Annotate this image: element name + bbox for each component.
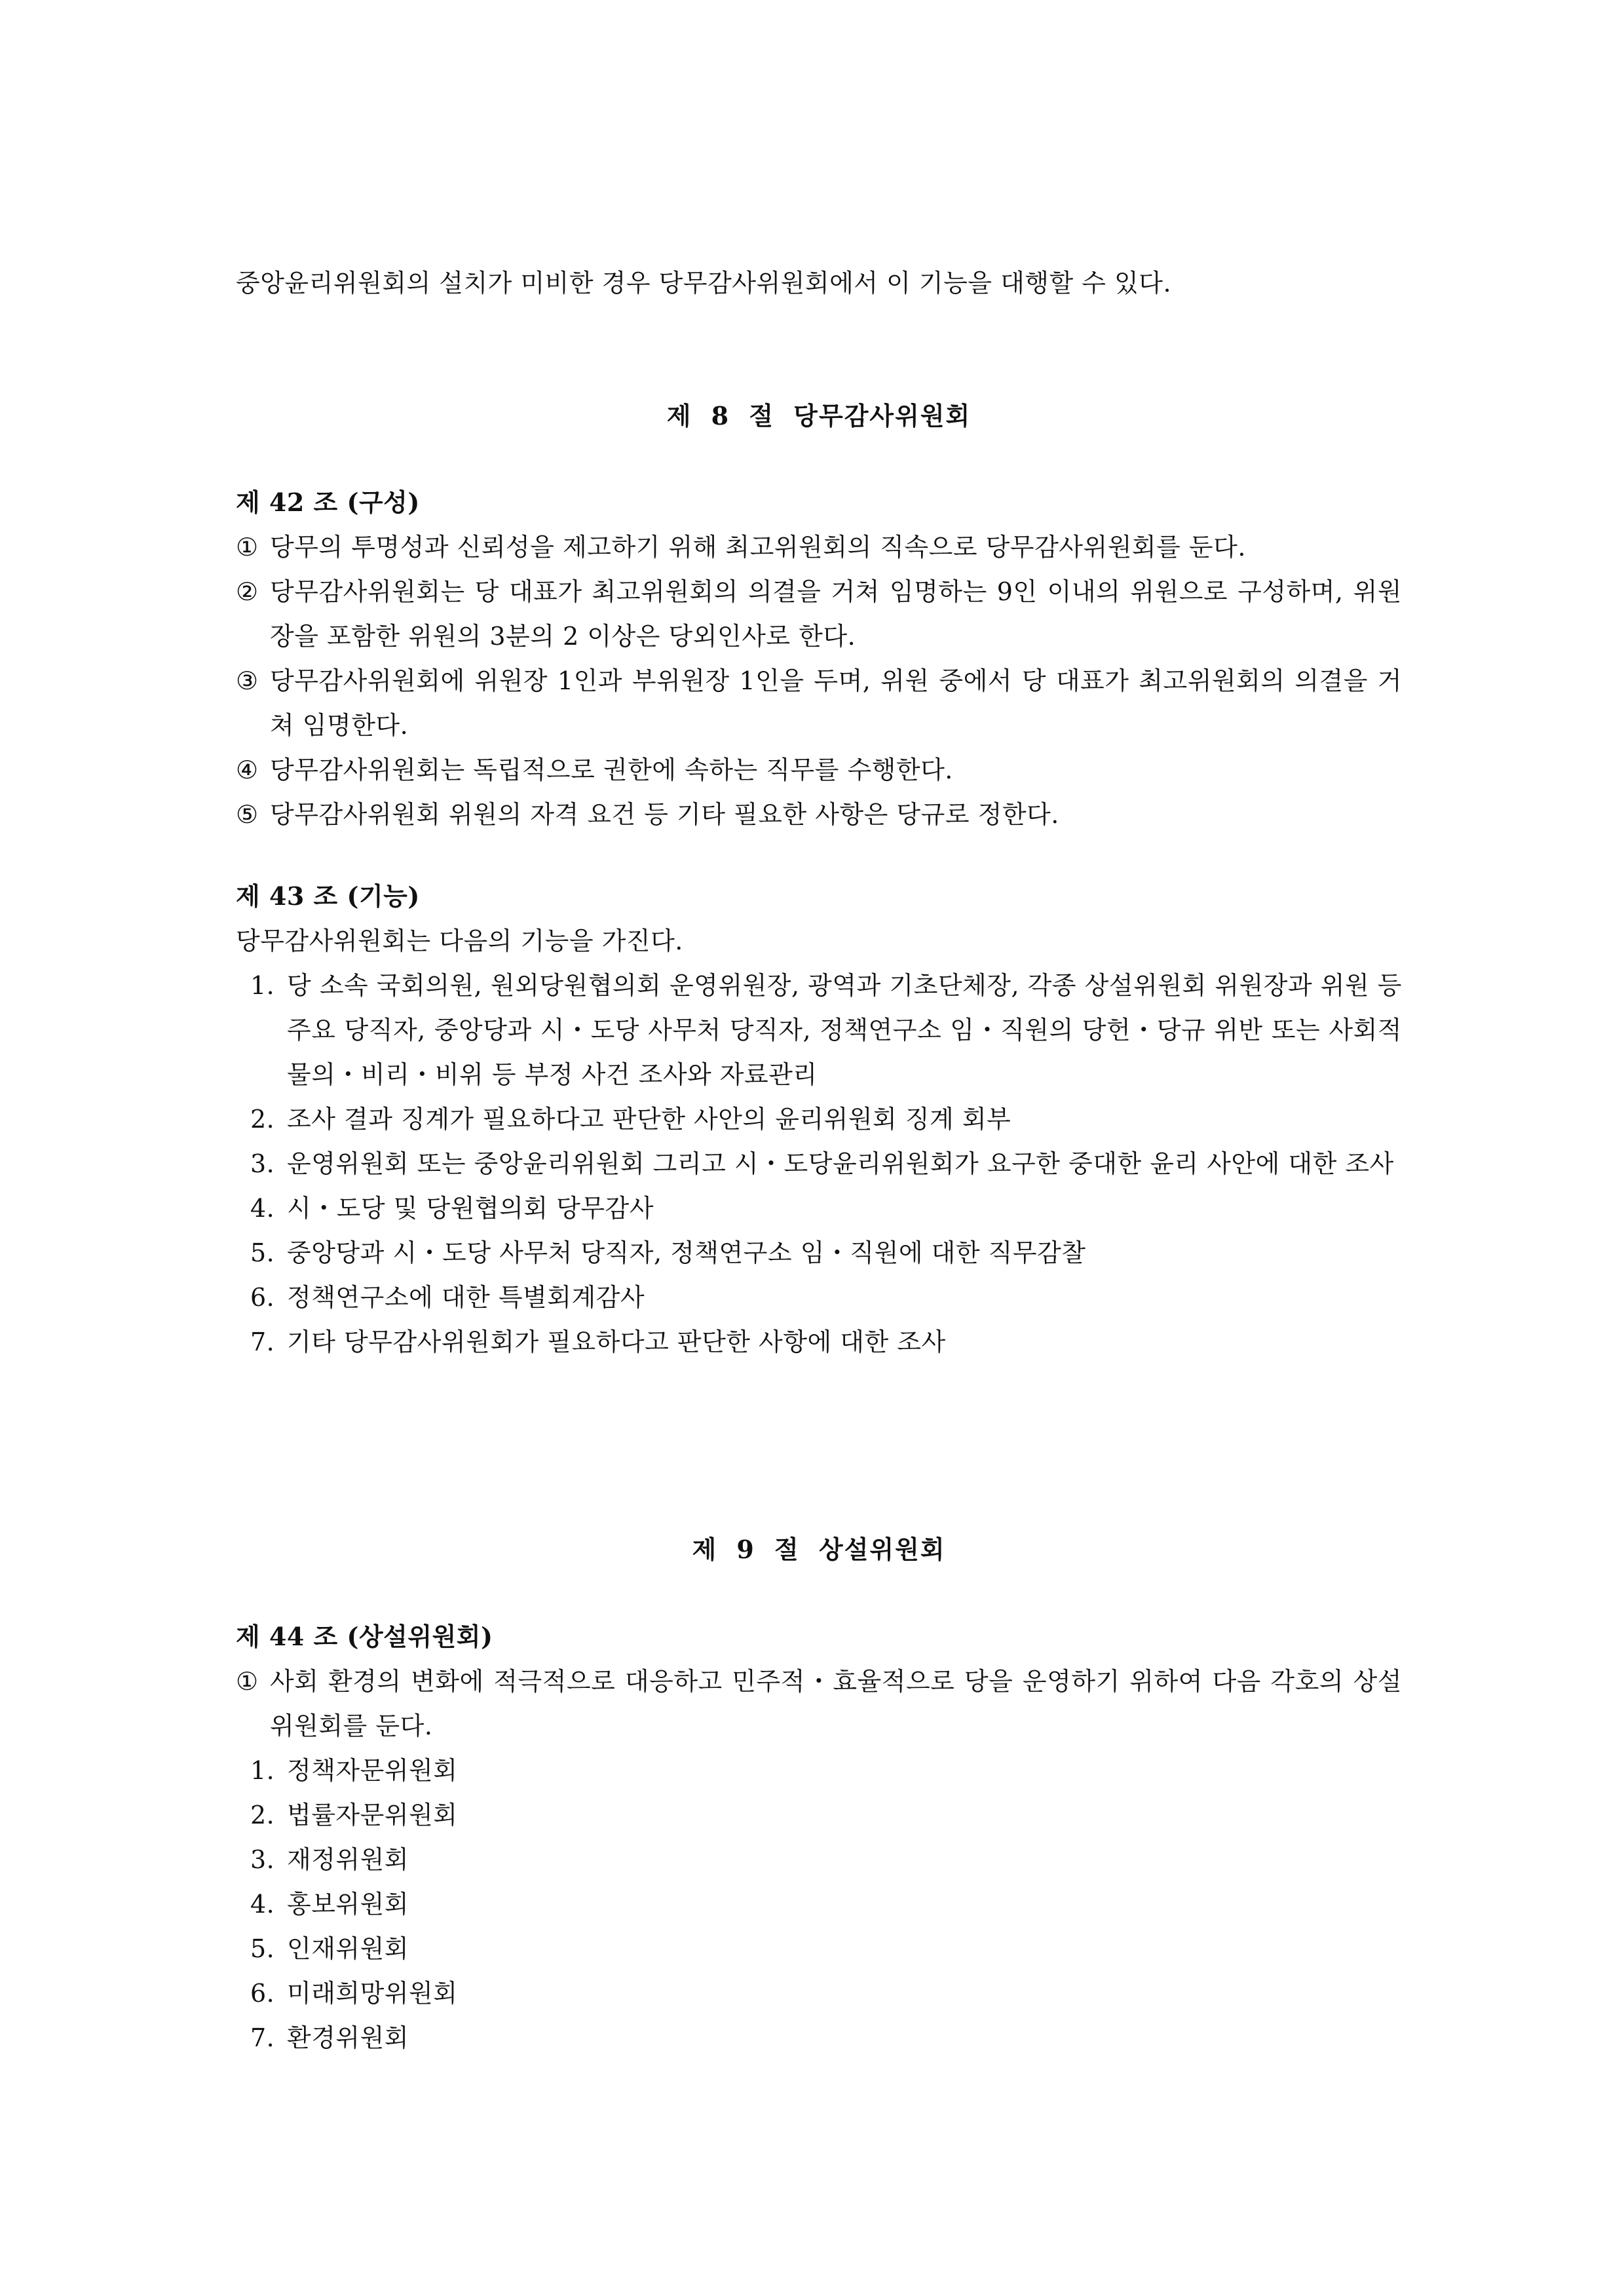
article-44-item-7 [236, 2016, 1402, 2060]
article-44-item-2 [236, 1793, 1402, 1837]
clause-text: 당무감사위원회에 위원장 1인과 부위원장 1인을 두며, 위원 중에서 당 대표가 최고위원회의 의결을 거쳐 임명한다. [270, 666, 1402, 740]
item-text: 조사 결과 징계가 필요하다고 판단한 사안의 윤리위원회 징계 회부 [287, 1105, 1011, 1134]
item-number: 3. [250, 1845, 275, 1874]
article-44-item-6 [236, 1971, 1402, 2016]
article-43-item-7 [236, 1320, 1402, 1364]
item-text: 당 소속 국회의원, 원외당원협의회 운영위원장, 광역과 기초단체장, 각종 상설위원회 위원장과 위원 등 주요 당직자, 중앙당과 시・도당 사무처 당직자, 정책연구소 임・직원의 당헌・당규 위반 또는 사회적 물의・비리・비위 등 부정 사건 조사와 자료관리 [287, 971, 1402, 1089]
article-43-item-6 [236, 1275, 1402, 1320]
section-8-title: 제 8 절 당무감사위원회 [666, 401, 972, 430]
item-number: 5. [250, 1238, 275, 1267]
article-44 [236, 1615, 1402, 2060]
article-42 [236, 480, 1402, 837]
item-text: 시・도당 및 당원협의회 당무감사 [287, 1194, 654, 1223]
clause-mark: ④ [236, 756, 259, 784]
item-text: 환경위원회 [287, 2023, 409, 2052]
item-number: 6. [250, 1979, 275, 2008]
article-42-clause-2 [236, 569, 1402, 659]
item-text: 기타 당무감사위원회가 필요하다고 판단한 사항에 대한 조사 [287, 1328, 946, 1356]
item-text: 법률자문위원회 [287, 1801, 458, 1829]
article-43-item-5 [236, 1231, 1402, 1275]
item-number: 5. [250, 1934, 275, 1963]
item-text: 운영위원회 또는 중앙윤리위원회 그리고 시・도당윤리위원회가 요구한 중대한 윤리 사안에 대한 조사 [287, 1149, 1394, 1178]
item-number: 7. [250, 2023, 275, 2052]
item-number: 4. [250, 1194, 275, 1223]
article-43-item-1 [236, 963, 1402, 1097]
article-44-item-5 [236, 1926, 1402, 1971]
article-42-clause-4 [236, 748, 1402, 792]
clause-mark: ⑤ [236, 800, 259, 829]
article-43 [236, 874, 1402, 1364]
clause-text: 당무감사위원회는 독립적으로 권한에 속하는 직무를 수행한다. [270, 756, 953, 784]
clause-mark: ② [236, 577, 259, 606]
section-9-title: 제 9 절 상설위원회 [692, 1535, 946, 1564]
article-42-clause-5 [236, 792, 1402, 837]
item-number: 1. [250, 971, 275, 1000]
clause-mark: ③ [236, 666, 259, 695]
clause-text: 당무의 투명성과 신뢰성을 제고하기 위해 최고위원회의 직속으로 당무감사위원회를 둔다. [270, 533, 1246, 562]
article-44-clause-1 [236, 1659, 1402, 1748]
intro-paragraph: 중앙윤리위원회의 설치가 미비한 경우 당무감사위원회에서 이 기능을 대행할 수 있다. [236, 269, 1172, 297]
article-43-lead: 당무감사위원회는 다음의 기능을 가진다. [236, 927, 683, 955]
item-text: 정책자문위원회 [287, 1756, 458, 1785]
article-43-item-4 [236, 1186, 1402, 1231]
item-text: 정책연구소에 대한 특별회계감사 [287, 1283, 645, 1312]
article-42-clause-3 [236, 659, 1402, 748]
article-44-heading: 제 44 조 (상설위원회) [236, 1622, 493, 1651]
item-text: 인재위원회 [287, 1934, 409, 1963]
article-42-clause-1 [236, 525, 1402, 569]
item-text: 홍보위원회 [287, 1890, 409, 1919]
clause-text: 당무감사위원회 위원의 자격 요건 등 기타 필요한 사항은 당규로 정한다. [270, 800, 1059, 829]
article-43-heading: 제 43 조 (기능) [236, 881, 420, 911]
item-text: 재정위원회 [287, 1845, 409, 1874]
article-43-item-2 [236, 1097, 1402, 1141]
item-text: 중앙당과 시・도당 사무처 당직자, 정책연구소 임・직원에 대한 직무감찰 [287, 1238, 1086, 1267]
item-text: 미래희망위원회 [287, 1979, 458, 2008]
clause-text: 사회 환경의 변화에 적극적으로 대응하고 민주적・효율적으로 당을 운영하기 위하여 다음 각호의 상설위원회를 둔다. [270, 1667, 1402, 1740]
item-number: 1. [250, 1756, 275, 1785]
item-number: 4. [250, 1890, 275, 1919]
article-42-heading: 제 42 조 (구성) [236, 488, 420, 517]
item-number: 2. [250, 1105, 275, 1134]
item-number: 2. [250, 1801, 275, 1829]
article-44-item-1 [236, 1748, 1402, 1793]
article-44-item-4 [236, 1882, 1402, 1926]
item-number: 3. [250, 1149, 275, 1178]
article-43-item-3 [236, 1141, 1402, 1186]
item-number: 7. [250, 1328, 275, 1356]
clause-mark: ① [236, 1667, 259, 1696]
item-number: 6. [250, 1283, 275, 1312]
clause-mark: ① [236, 533, 259, 562]
article-44-item-3 [236, 1837, 1402, 1882]
clause-text: 당무감사위원회는 당 대표가 최고위원회의 의결을 거쳐 임명하는 9인 이내의 위원으로 구성하며, 위원장을 포함한 위원의 3분의 2 이상은 당외인사로 한다. [270, 577, 1402, 651]
